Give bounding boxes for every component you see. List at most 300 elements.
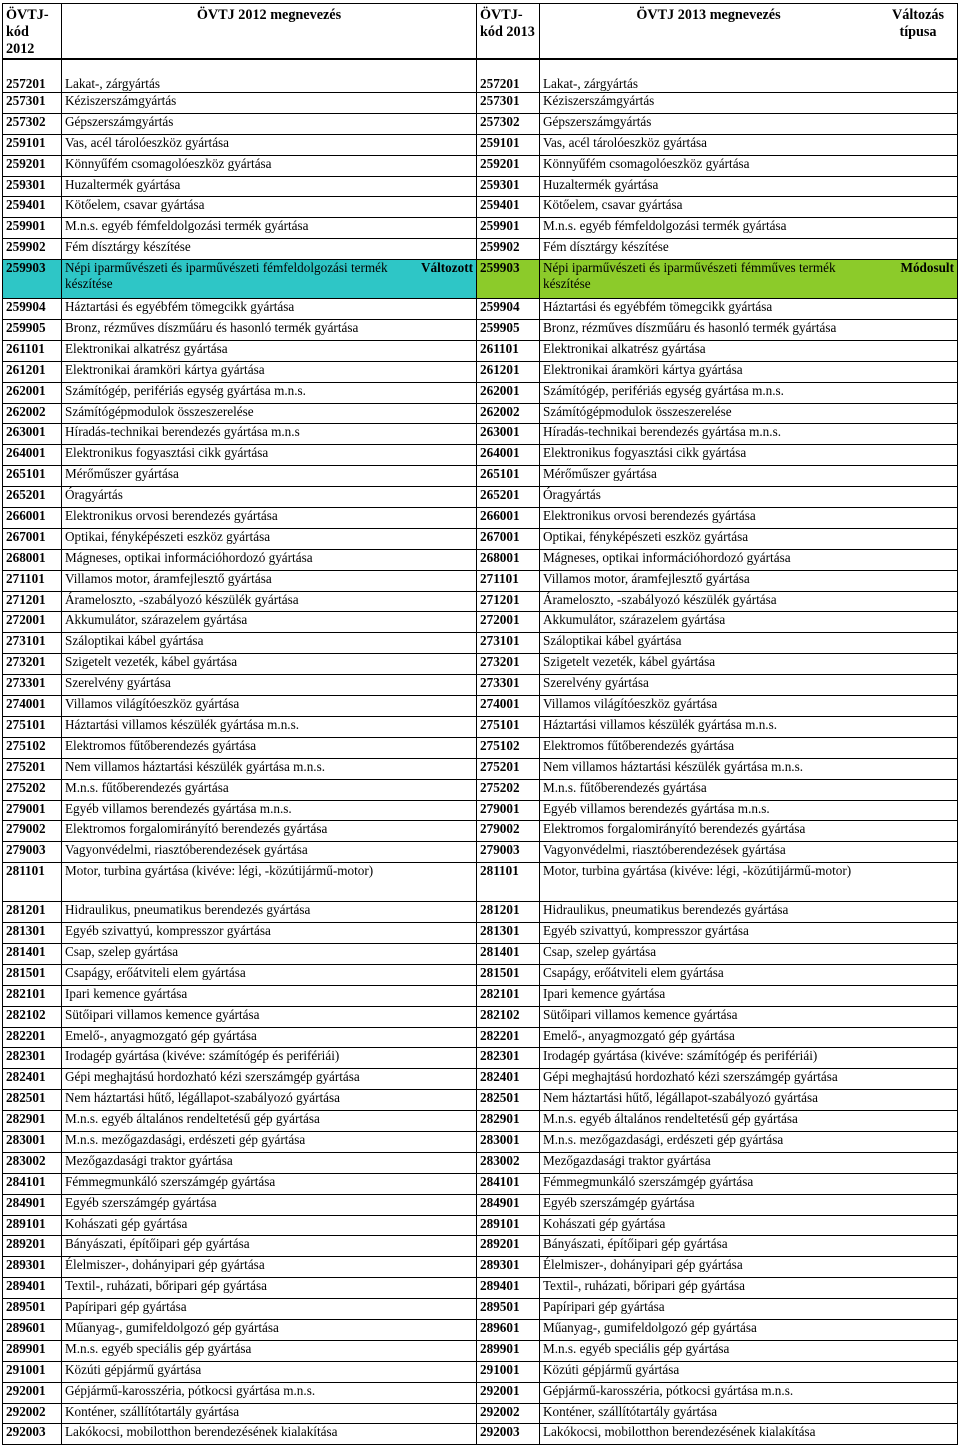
name-2013-text: Népi iparművészeti és iparművészeti fémműves termék készítése: [543, 260, 836, 292]
table-row: [3, 633, 958, 654]
table-row: [3, 424, 958, 445]
name-2012-cell: [62, 59, 477, 93]
table-row: [3, 549, 958, 570]
name-2012-text: Sütőipari villamos kemence gyártása: [65, 1006, 260, 1022]
table-row: [3, 1319, 958, 1340]
code-2013-cell: 281401: [477, 943, 540, 964]
name-2013-cell: [540, 675, 958, 696]
table-row: [3, 737, 958, 758]
name-2012-text: Bronz, rézműves díszműáru és hasonló termék gyártása: [65, 320, 359, 336]
code-2013-cell: 275102: [477, 737, 540, 758]
name-2012-cell: [62, 985, 477, 1006]
name-2013-cell: [540, 382, 958, 403]
name-2013-cell: [540, 902, 958, 923]
name-2013-text: Villamos világítóeszköz gyártása: [543, 696, 718, 712]
name-2013-cell: [540, 424, 958, 445]
name-2012-text: Népi iparművészeti és iparművészeti fémfeldolgozási termék készítése: [65, 260, 388, 292]
name-2013-text: Akkumulátor, szárazelem gyártása: [543, 612, 726, 628]
table-row: [3, 1278, 958, 1299]
name-2012-text: Fém dísztárgy készítése: [65, 239, 191, 255]
name-2013-text: Egyéb szerszámgép gyártása: [543, 1194, 695, 1210]
name-2012-cell: [62, 923, 477, 944]
classification-table: [2, 3, 958, 1445]
table-row: [3, 1382, 958, 1403]
name-2013-text: Fém dísztárgy készítése: [543, 239, 669, 255]
code-2013-cell: 281501: [477, 964, 540, 985]
table-row: [3, 964, 958, 985]
name-2013-cell: [540, 1152, 958, 1173]
name-2012-cell: [62, 1299, 477, 1320]
name-2012-cell: [62, 218, 477, 239]
name-2013-cell: [540, 800, 958, 821]
name-2013-cell: [540, 340, 958, 361]
code-2013-cell: 264001: [477, 445, 540, 466]
name-2012-cell: [62, 633, 477, 654]
code-2013-cell: 262001: [477, 382, 540, 403]
name-2013-text: Vagyonvédelmi, riasztóberendezések gyártása: [543, 842, 786, 858]
name-2012-text: Bányászati, építőipari gép gyártása: [65, 1236, 250, 1252]
name-2012-text: Kohászati gép gyártása: [65, 1215, 188, 1231]
name-2013-cell: [540, 570, 958, 591]
name-2012-cell: [62, 1257, 477, 1278]
name-2013-cell: [540, 466, 958, 487]
name-2013-cell: [540, 218, 958, 239]
code-2012-cell: 289901: [3, 1340, 62, 1361]
name-2013-cell: [540, 197, 958, 218]
table-row: [3, 176, 958, 197]
name-2013-text: Egyéb villamos berendezés gyártása m.n.s.: [543, 800, 770, 816]
name-2013-cell: [540, 1215, 958, 1236]
code-2013-cell: 259902: [477, 239, 540, 260]
name-2012-cell: [62, 299, 477, 320]
code-2013-cell: 291001: [477, 1361, 540, 1382]
code-2013-cell: 289101: [477, 1215, 540, 1236]
name-2012-text: Egyéb szivattyú, kompresszor gyártása: [65, 923, 271, 939]
name-2012-cell: [62, 1236, 477, 1257]
name-2012-text: Háztartási villamos készülék gyártása m.n.s.: [65, 716, 300, 732]
table-row: [3, 1361, 958, 1382]
name-2012-text: Kötőelem, csavar gyártása: [65, 197, 205, 213]
name-2012-text: Akkumulátor, szárazelem gyártása: [65, 612, 248, 628]
code-2012-cell: 283002: [3, 1152, 62, 1173]
header-name-2012: ÖVTJ 2012 megnevezés: [62, 4, 477, 60]
name-2012-text: Elektromos fűtőberendezés gyártása: [65, 737, 257, 753]
name-2012-cell: [62, 1173, 477, 1194]
name-2012-text: Mezőgazdasági traktor gyártása: [65, 1152, 233, 1168]
code-2012-cell: 267001: [3, 528, 62, 549]
name-2013-cell: [540, 1319, 958, 1340]
table-row: [3, 508, 958, 529]
name-2012-cell: [62, 1194, 477, 1215]
table-row: [3, 382, 958, 403]
name-2013-text: Háztartási és egyébfém tömegcikk gyártása: [543, 299, 773, 315]
table-row: [3, 1048, 958, 1069]
name-2013-text: Vas, acél tárolóeszköz gyártása: [543, 134, 708, 150]
code-2013-cell: 289601: [477, 1319, 540, 1340]
code-2012-cell: 279002: [3, 821, 62, 842]
name-2012-text: Emelő-, anyagmozgató gép gyártása: [65, 1027, 257, 1043]
name-2012-cell: [62, 487, 477, 508]
name-2012-text: Papíripari gép gyártása: [65, 1299, 187, 1315]
code-2013-cell: 289401: [477, 1278, 540, 1299]
name-2012-cell: [62, 239, 477, 260]
code-2012-cell: 261201: [3, 361, 62, 382]
name-2013-text: Elektronikai alkatrész gyártása: [543, 340, 706, 356]
name-2012-text: Közúti gépjármű gyártása: [65, 1361, 202, 1377]
name-2012-cell: [62, 716, 477, 737]
name-2012-text: M.n.s. mezőgazdasági, erdészeti gép gyártása: [65, 1131, 306, 1147]
code-2012-cell: 282102: [3, 1006, 62, 1027]
code-2013-cell: 292002: [477, 1403, 540, 1424]
code-2013-cell: 281301: [477, 923, 540, 944]
code-2012-cell: 282101: [3, 985, 62, 1006]
code-2012-cell: 289401: [3, 1278, 62, 1299]
name-2013-text: Közúti gépjármű gyártása: [543, 1361, 680, 1377]
code-2013-cell: 268001: [477, 549, 540, 570]
name-2012-text: Csapágy, erőátviteli elem gyártása: [65, 964, 246, 980]
name-2012-cell: [62, 902, 477, 923]
name-2012-text: Gépjármű-karosszéria, pótkocsi gyártása m.n.s.: [65, 1382, 316, 1398]
code-2012-cell: 289601: [3, 1319, 62, 1340]
name-2013-text: Elektronikai áramköri kártya gyártása: [543, 361, 743, 377]
table-row: [3, 1027, 958, 1048]
name-2013-text: M.n.s. egyéb fémfeldolgozási termék gyártása: [543, 218, 787, 234]
name-2013-text: Száloptikai kábel gyártása: [543, 633, 682, 649]
table-row: [3, 591, 958, 612]
code-2012-cell: 257301: [3, 93, 62, 114]
name-2012-cell: [62, 340, 477, 361]
code-2013-cell: 273101: [477, 633, 540, 654]
table-row: [3, 361, 958, 382]
name-2013-cell: [540, 549, 958, 570]
code-2012-cell: 275102: [3, 737, 62, 758]
name-2012-cell: [62, 800, 477, 821]
table-row: [3, 1069, 958, 1090]
table-row: [3, 299, 958, 320]
name-2013-cell: [540, 260, 958, 299]
code-2012-cell: 281401: [3, 943, 62, 964]
name-2012-text: Kéziszerszámgyártás: [65, 93, 177, 108]
name-2013-text: Óragyártás: [543, 487, 601, 503]
code-2013-cell: 283001: [477, 1131, 540, 1152]
name-2012-text: Mágneses, optikai információhordozó gyártása: [65, 549, 313, 565]
code-2012-cell: 274001: [3, 696, 62, 717]
name-2013-text: Bányászati, építőipari gép gyártása: [543, 1236, 728, 1252]
name-2013-text: Ipari kemence gyártása: [543, 985, 666, 1001]
name-2013-cell: [540, 943, 958, 964]
name-2013-cell: [540, 716, 958, 737]
name-2013-cell: [540, 758, 958, 779]
name-2013-cell: [540, 176, 958, 197]
table-row: [3, 93, 958, 114]
name-2012-cell: [62, 1006, 477, 1027]
code-2013-cell: 279001: [477, 800, 540, 821]
name-2012-text: Háztartási és egyébfém tömegcikk gyártása: [65, 299, 295, 315]
table-row: [3, 779, 958, 800]
name-2013-text: Gépjármű-karosszéria, pótkocsi gyártása m.n.s.: [543, 1382, 794, 1398]
code-2013-cell: 257201: [477, 59, 540, 93]
table-row: [3, 1173, 958, 1194]
name-2013-cell: [540, 612, 958, 633]
code-2012-cell: 265101: [3, 466, 62, 487]
code-2012-cell: 275201: [3, 758, 62, 779]
code-2013-cell: 259301: [477, 176, 540, 197]
name-2012-cell: [62, 591, 477, 612]
code-2012-cell: 261101: [3, 340, 62, 361]
table-row: [3, 1236, 958, 1257]
code-2012-cell: 263001: [3, 424, 62, 445]
code-2013-cell: 259201: [477, 155, 540, 176]
change-flag-2012: Változott: [421, 260, 473, 276]
code-2013-cell: 259901: [477, 218, 540, 239]
name-2013-cell: [540, 923, 958, 944]
code-2012-cell: 292001: [3, 1382, 62, 1403]
table-row: [3, 403, 958, 424]
name-2013-cell: [540, 155, 958, 176]
name-2012-cell: [62, 696, 477, 717]
name-2013-text: Számítógépmodulok összeszerelése: [543, 403, 732, 419]
table-row: [3, 1090, 958, 1111]
code-2013-cell: 271201: [477, 591, 540, 612]
name-2012-cell: [62, 445, 477, 466]
name-2013-text: Bronz, rézműves díszműáru és hasonló termék gyártása: [543, 320, 837, 336]
code-2013-cell: 259401: [477, 197, 540, 218]
name-2012-cell: [62, 1361, 477, 1382]
code-2012-cell: 275101: [3, 716, 62, 737]
code-2013-cell: 257302: [477, 113, 540, 134]
name-2013-text: Háztartási villamos készülék gyártása m.n.s.: [543, 716, 778, 732]
table-row: [3, 923, 958, 944]
name-2012-cell: [62, 466, 477, 487]
name-2012-text: Óragyártás: [65, 487, 123, 503]
table-body: [3, 59, 958, 1445]
code-2012-cell: 292002: [3, 1403, 62, 1424]
name-2012-text: Mérőműszer gyártása: [65, 466, 179, 482]
name-2012-cell: [62, 155, 477, 176]
name-2012-text: Vas, acél tárolóeszköz gyártása: [65, 134, 230, 150]
code-2013-cell: 281101: [477, 863, 540, 902]
code-2012-cell: 272001: [3, 612, 62, 633]
table-row: [3, 758, 958, 779]
name-2013-text: Mezőgazdasági traktor gyártása: [543, 1152, 711, 1168]
name-2013-text: Papíripari gép gyártása: [543, 1299, 665, 1315]
table-row: [3, 1340, 958, 1361]
name-2013-text: Motor, turbina gyártása (kivéve: légi, -közútijármű-motor): [543, 863, 852, 879]
name-2013-cell: [540, 779, 958, 800]
code-2013-cell: 289301: [477, 1257, 540, 1278]
name-2012-text: Optikai, fényképészeti eszköz gyártása: [65, 528, 271, 544]
name-2013-cell: [540, 361, 958, 382]
name-2013-text: Gépi meghajtású hordozható kézi szerszámgép gyártása: [543, 1069, 838, 1085]
name-2013-text: M.n.s. mezőgazdasági, erdészeti gép gyártása: [543, 1131, 784, 1147]
name-2012-cell: [62, 821, 477, 842]
name-2013-cell: [540, 654, 958, 675]
name-2012-cell: [62, 528, 477, 549]
name-2013-cell: [540, 403, 958, 424]
table-row: [3, 1131, 958, 1152]
name-2013-text: Elektromos forgalomirányító berendezés gyártása: [543, 821, 806, 837]
name-2012-cell: [62, 508, 477, 529]
name-2012-cell: [62, 675, 477, 696]
table-row: [3, 466, 958, 487]
table-row: [3, 821, 958, 842]
header-name-2013-and-type: [540, 4, 958, 60]
name-2013-text: Villamos motor, áramfejlesztő gyártása: [543, 570, 750, 586]
name-2013-text: Mágneses, optikai információhordozó gyártása: [543, 549, 791, 565]
name-2012-cell: [62, 1215, 477, 1236]
code-2013-cell: 259903: [477, 260, 540, 299]
name-2012-cell: [62, 113, 477, 134]
name-2012-text: Számítógép, perifériás egység gyártása m.n.s.: [65, 382, 306, 398]
code-2012-cell: 282901: [3, 1111, 62, 1132]
code-2012-cell: 289301: [3, 1257, 62, 1278]
name-2012-cell: [62, 1111, 477, 1132]
name-2012-cell: [62, 1319, 477, 1340]
name-2012-text: Szigetelt vezeték, kábel gyártása: [65, 654, 238, 670]
name-2013-text: Árameloszto, -szabályozó készülék gyártása: [543, 591, 777, 607]
name-2012-cell: [62, 737, 477, 758]
code-2013-cell: 282401: [477, 1069, 540, 1090]
name-2012-cell: [62, 382, 477, 403]
table-row: [3, 487, 958, 508]
code-2012-cell: 273201: [3, 654, 62, 675]
code-2013-cell: 279003: [477, 842, 540, 863]
table-row: [3, 654, 958, 675]
name-2013-cell: [540, 93, 958, 114]
name-2013-cell: [540, 528, 958, 549]
name-2013-text: Lakat-, zárgyártás: [543, 76, 638, 91]
name-2013-cell: [540, 964, 958, 985]
name-2012-cell: [62, 943, 477, 964]
name-2013-cell: [540, 1111, 958, 1132]
name-2013-text: Lakókocsi, mobilotthon berendezésének kialakítása: [543, 1424, 816, 1440]
code-2012-cell: 275202: [3, 779, 62, 800]
code-2013-cell: 279002: [477, 821, 540, 842]
name-2013-text: Huzaltermék gyártása: [543, 176, 659, 192]
name-2012-cell: [62, 1278, 477, 1299]
header-code-2013: ÖVTJ-kód 2013: [477, 4, 540, 60]
code-2012-cell: 265201: [3, 487, 62, 508]
name-2013-cell: [540, 1236, 958, 1257]
code-2013-cell: 283002: [477, 1152, 540, 1173]
name-2012-text: Gépszerszámgyártás: [65, 113, 174, 129]
code-2013-cell: 275201: [477, 758, 540, 779]
name-2013-text: Emelő-, anyagmozgató gép gyártása: [543, 1027, 735, 1043]
code-2013-cell: 289901: [477, 1340, 540, 1361]
code-2012-cell: 264001: [3, 445, 62, 466]
code-2013-cell: 282501: [477, 1090, 540, 1111]
code-2012-cell: 289501: [3, 1299, 62, 1320]
name-2012-text: Elektronikai alkatrész gyártása: [65, 340, 228, 356]
table-row: [3, 155, 958, 176]
name-2013-cell: [540, 1006, 958, 1027]
code-2013-cell: 271101: [477, 570, 540, 591]
name-2013-text: Sütőipari villamos kemence gyártása: [543, 1006, 738, 1022]
table-row: [3, 1299, 958, 1320]
code-2013-cell: 259905: [477, 320, 540, 341]
name-2013-cell: [540, 1403, 958, 1424]
code-2012-cell: 281301: [3, 923, 62, 944]
name-2012-text: Vagyonvédelmi, riasztóberendezések gyártása: [65, 842, 308, 858]
name-2013-cell: [540, 737, 958, 758]
code-2012-cell: 262001: [3, 382, 62, 403]
code-2013-cell: 289201: [477, 1236, 540, 1257]
name-2012-text: M.n.s. egyéb speciális gép gyártása: [65, 1340, 252, 1356]
code-2012-cell: 282501: [3, 1090, 62, 1111]
name-2012-text: Elektromos forgalomirányító berendezés gyártása: [65, 821, 328, 837]
table-row: [3, 863, 958, 902]
table-row: [3, 1424, 958, 1445]
name-2013-cell: [540, 1090, 958, 1111]
table-row: [3, 320, 958, 341]
name-2012-cell: [62, 1027, 477, 1048]
code-2012-cell: 262002: [3, 403, 62, 424]
name-2012-text: M.n.s. egyéb fémfeldolgozási termék gyártása: [65, 218, 309, 234]
code-2012-cell: 282401: [3, 1069, 62, 1090]
name-2012-text: Szerelvény gyártása: [65, 675, 171, 691]
code-2012-cell: 282301: [3, 1048, 62, 1069]
name-2013-text: Optikai, fényképészeti eszköz gyártása: [543, 528, 749, 544]
name-2012-cell: [62, 134, 477, 155]
code-2013-cell: 266001: [477, 508, 540, 529]
name-2013-cell: [540, 821, 958, 842]
table-row: [3, 696, 958, 717]
header-row: [3, 4, 958, 60]
name-2013-text: Elektronikus orvosi berendezés gyártása: [543, 508, 756, 524]
table-row: [3, 943, 958, 964]
name-2013-text: Híradás-technikai berendezés gyártása m.n.s.: [543, 424, 782, 440]
name-2012-cell: [62, 964, 477, 985]
name-2012-text: Számítógépmodulok összeszerelése: [65, 403, 254, 419]
code-2012-cell: 279001: [3, 800, 62, 821]
code-2013-cell: 281201: [477, 902, 540, 923]
name-2012-cell: [62, 1090, 477, 1111]
code-2012-cell: 259902: [3, 239, 62, 260]
code-2012-cell: 257201: [3, 59, 62, 93]
name-2013-cell: [540, 239, 958, 260]
name-2013-cell: [540, 1257, 958, 1278]
code-2012-cell: 284101: [3, 1173, 62, 1194]
table-row: [3, 1257, 958, 1278]
code-2013-cell: 273301: [477, 675, 540, 696]
name-2013-text: Műanyag-, gumifeldolgozó gép gyártása: [543, 1319, 757, 1335]
header-change-type: Változás típusa: [891, 7, 944, 40]
code-2013-cell: 284101: [477, 1173, 540, 1194]
name-2013-text: Kötőelem, csavar gyártása: [543, 197, 683, 213]
name-2012-cell: [62, 570, 477, 591]
code-2013-cell: 272001: [477, 612, 540, 633]
code-2013-cell: 261201: [477, 361, 540, 382]
name-2013-cell: [540, 445, 958, 466]
name-2013-cell: [540, 1382, 958, 1403]
table-row: [3, 1215, 958, 1236]
name-2013-cell: [540, 134, 958, 155]
table-row: [3, 902, 958, 923]
name-2013-cell: [540, 113, 958, 134]
table-row: [3, 1403, 958, 1424]
code-2013-cell: 259904: [477, 299, 540, 320]
name-2013-cell: [540, 1340, 958, 1361]
name-2013-text: Nem villamos háztartási készülék gyártása m.n.s.: [543, 758, 804, 774]
name-2012-text: Villamos motor, áramfejlesztő gyártása: [65, 570, 272, 586]
name-2013-cell: [540, 633, 958, 654]
name-2012-text: Elektronikus fogyasztási cikk gyártása: [65, 445, 269, 461]
code-2012-cell: 271201: [3, 591, 62, 612]
name-2013-text: Textil-, ruházati, bőripari gép gyártása: [543, 1278, 745, 1294]
table-row: [3, 134, 958, 155]
name-2012-text: Elektronikus orvosi berendezés gyártása: [65, 508, 278, 524]
code-2012-cell: 291001: [3, 1361, 62, 1382]
